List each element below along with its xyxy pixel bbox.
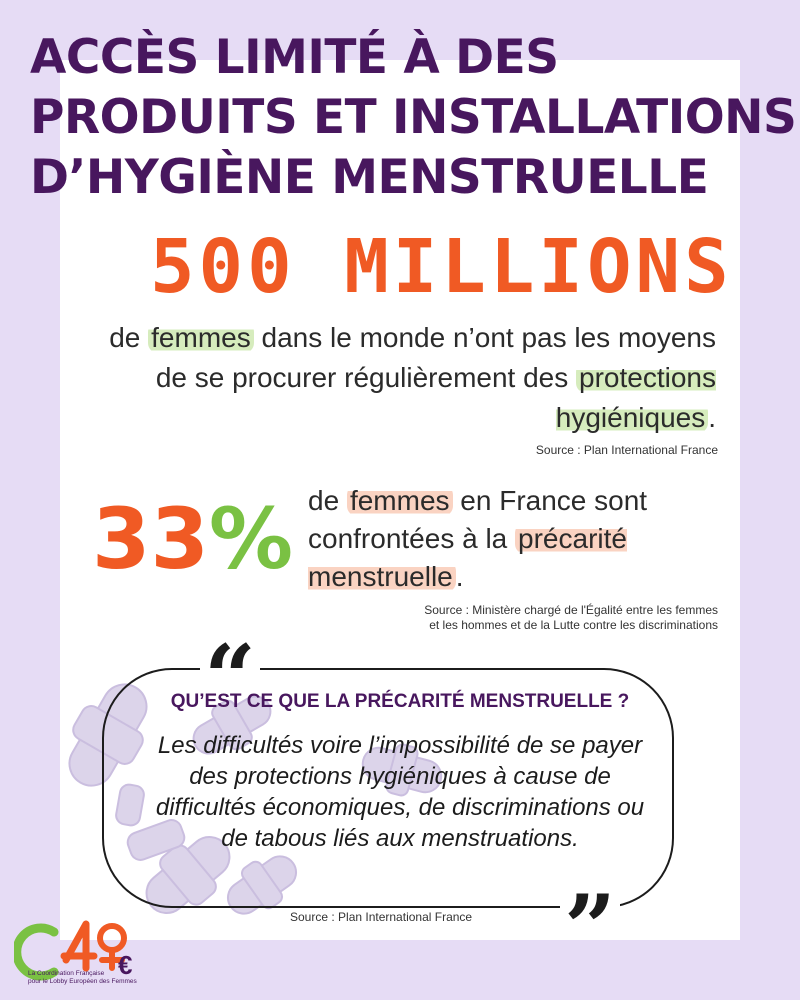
percent-sign: % bbox=[208, 490, 294, 588]
stat2-highlight-precarite: précarité menstruelle bbox=[308, 523, 627, 592]
logo-caption bbox=[28, 970, 148, 986]
stat2-description bbox=[308, 482, 748, 596]
definition-body: Les difficultés voire l’impossibilité de se payer des protections hygiéniques à cause de difficultés économiques, de discriminations ou de tabous liés aux menstruations. bbox=[155, 732, 645, 852]
stat2-source-line-1: Source : Ministère chargé de l'Égalité entre les femmes bbox=[424, 603, 718, 617]
stat2-source bbox=[424, 603, 718, 633]
title-line-3: D’HYGIÈNE MENSTRUELLE bbox=[30, 150, 709, 205]
svg-text:€: € bbox=[118, 950, 133, 980]
stat1-highlight-femmes: femmes bbox=[148, 322, 254, 353]
stat2-text-c: . bbox=[455, 561, 464, 592]
title-line-2: PRODUITS ET INSTALLATIONS bbox=[30, 90, 797, 145]
stat1-highlight-protections: protections hygiéniques bbox=[555, 362, 716, 433]
quote-open-icon: “ bbox=[200, 628, 260, 688]
stat1-description bbox=[96, 318, 716, 438]
stat1-text-c: . bbox=[708, 402, 716, 433]
logo-caption-line-2: pour le Lobby Européen des Femmes bbox=[28, 978, 137, 985]
percent-number: 33 bbox=[92, 490, 209, 588]
stat-33-percent bbox=[92, 484, 302, 594]
definition-source: Source : Plan International France bbox=[290, 910, 473, 924]
quote-close-icon: ” bbox=[560, 878, 620, 938]
page-title bbox=[30, 28, 797, 208]
stat1-source: Source : Plan International France bbox=[535, 443, 718, 457]
definition-heading: QU’EST CE QUE LA PRÉCARITÉ MENSTRUELLE ? bbox=[170, 691, 630, 712]
stat2-source-line-2: et les hommes et de la Lutte contre les discriminations bbox=[429, 618, 718, 632]
stat2-text-a: de bbox=[308, 485, 347, 516]
stat2-text-b: en France sont confrontées à la bbox=[308, 485, 648, 554]
stat2-highlight-femmes: femmes bbox=[347, 485, 453, 516]
title-line-1: ACCÈS LIMITÉ À DES bbox=[30, 30, 559, 85]
stat-500-millions: 500 MILLIONS bbox=[150, 224, 733, 310]
logo-caption-line-1: La Coordination Française bbox=[28, 970, 105, 977]
stat1-text-b: dans le monde n’ont pas les moyens de se procurer régulièrement des bbox=[155, 322, 716, 393]
stat1-text-a: de bbox=[109, 322, 149, 353]
